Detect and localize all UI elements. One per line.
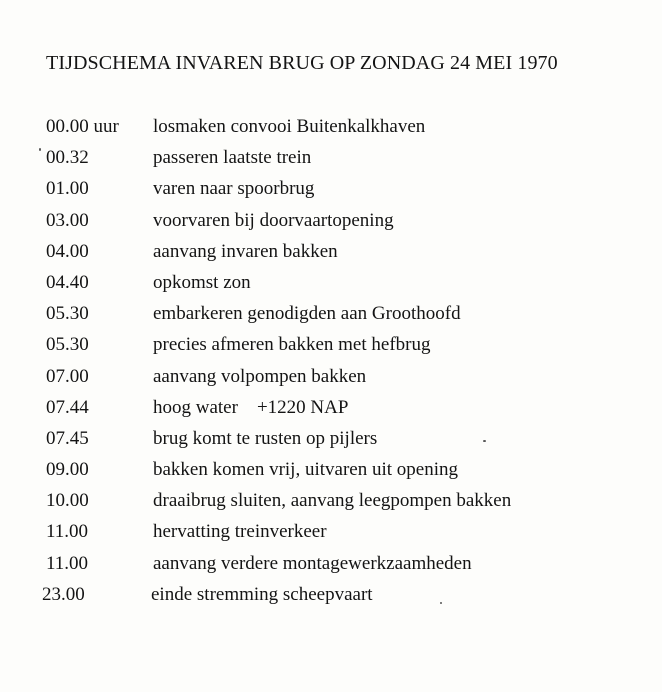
schedule-time: 04.00 [46,240,89,262]
schedule-event: varen naar spoorbrug [153,178,315,200]
schedule-time: 07.45 [46,427,89,449]
schedule-event: draaibrug sluiten, aanvang leegpompen bakken [153,490,512,512]
schedule-row [0,299,662,330]
schedule-time: 11.00 [46,521,89,543]
schedule-time: 05.30 [46,303,89,325]
scan-speck [483,440,486,442]
schedule-event: brug komt te rusten op pijlers [153,427,378,449]
schedule-event: aanvang volpompen bakken [153,365,367,387]
schedule-event: hoog water +1220 NAP [153,396,349,418]
schedule-row [0,393,662,424]
schedule-event: voorvaren bij doorvaartopening [153,209,394,231]
schedule-event: losmaken convooi Buitenkalkhaven [153,116,426,137]
schedule-event: bakken komen vrij, uitvaren uit opening [153,459,458,481]
schedule-time: 05.30 [46,334,89,356]
schedule-event: einde stremming scheepvaart [151,583,373,605]
schedule-row [0,112,662,143]
schedule-row [0,549,662,580]
schedule-time: 04.40 [46,271,89,293]
schedule-event: aanvang verdere montagewerkzaamheden [153,552,472,574]
scan-speck [440,602,442,604]
schedule-event: opkomst zon [153,271,251,293]
schedule-time: 07.00 [46,365,89,387]
schedule-row [0,330,662,361]
schedule-time: 23.00 [42,583,85,605]
schedule-event: passeren laatste trein [153,147,312,169]
schedule-time: 01.00 [46,178,89,200]
schedule-row [0,268,662,299]
schedule-time: 07.44 [46,396,89,418]
schedule-event: hervatting treinverkeer [153,521,327,543]
schedule-time: 11.00 [46,552,89,574]
schedule-event: embarkeren genodigden aan Groothoofd [153,303,461,325]
schedule-row [0,174,662,205]
schedule-time: 00.00 uur [46,116,119,137]
schedule-row [0,362,662,393]
schedule-time: 10.00 [46,490,89,512]
schedule-event: aanvang invaren bakken [153,240,338,262]
schedule-row [0,486,662,517]
scan-speck [39,148,41,151]
schedule-row [0,580,662,611]
schedule-time: 03.00 [46,209,89,231]
schedule-row [0,206,662,237]
schedule-time: 09.00 [46,459,89,481]
document-title: TIJDSCHEMA INVAREN BRUG OP ZONDAG 24 MEI 1970 [46,52,558,74]
schedule-time: 00.32 [46,147,89,169]
schedule-list [0,112,662,611]
schedule-row [0,455,662,486]
schedule-row [0,237,662,268]
schedule-row [0,517,662,548]
schedule-row [0,143,662,174]
schedule-event: precies afmeren bakken met hefbrug [153,334,431,356]
schedule-row [0,424,662,455]
